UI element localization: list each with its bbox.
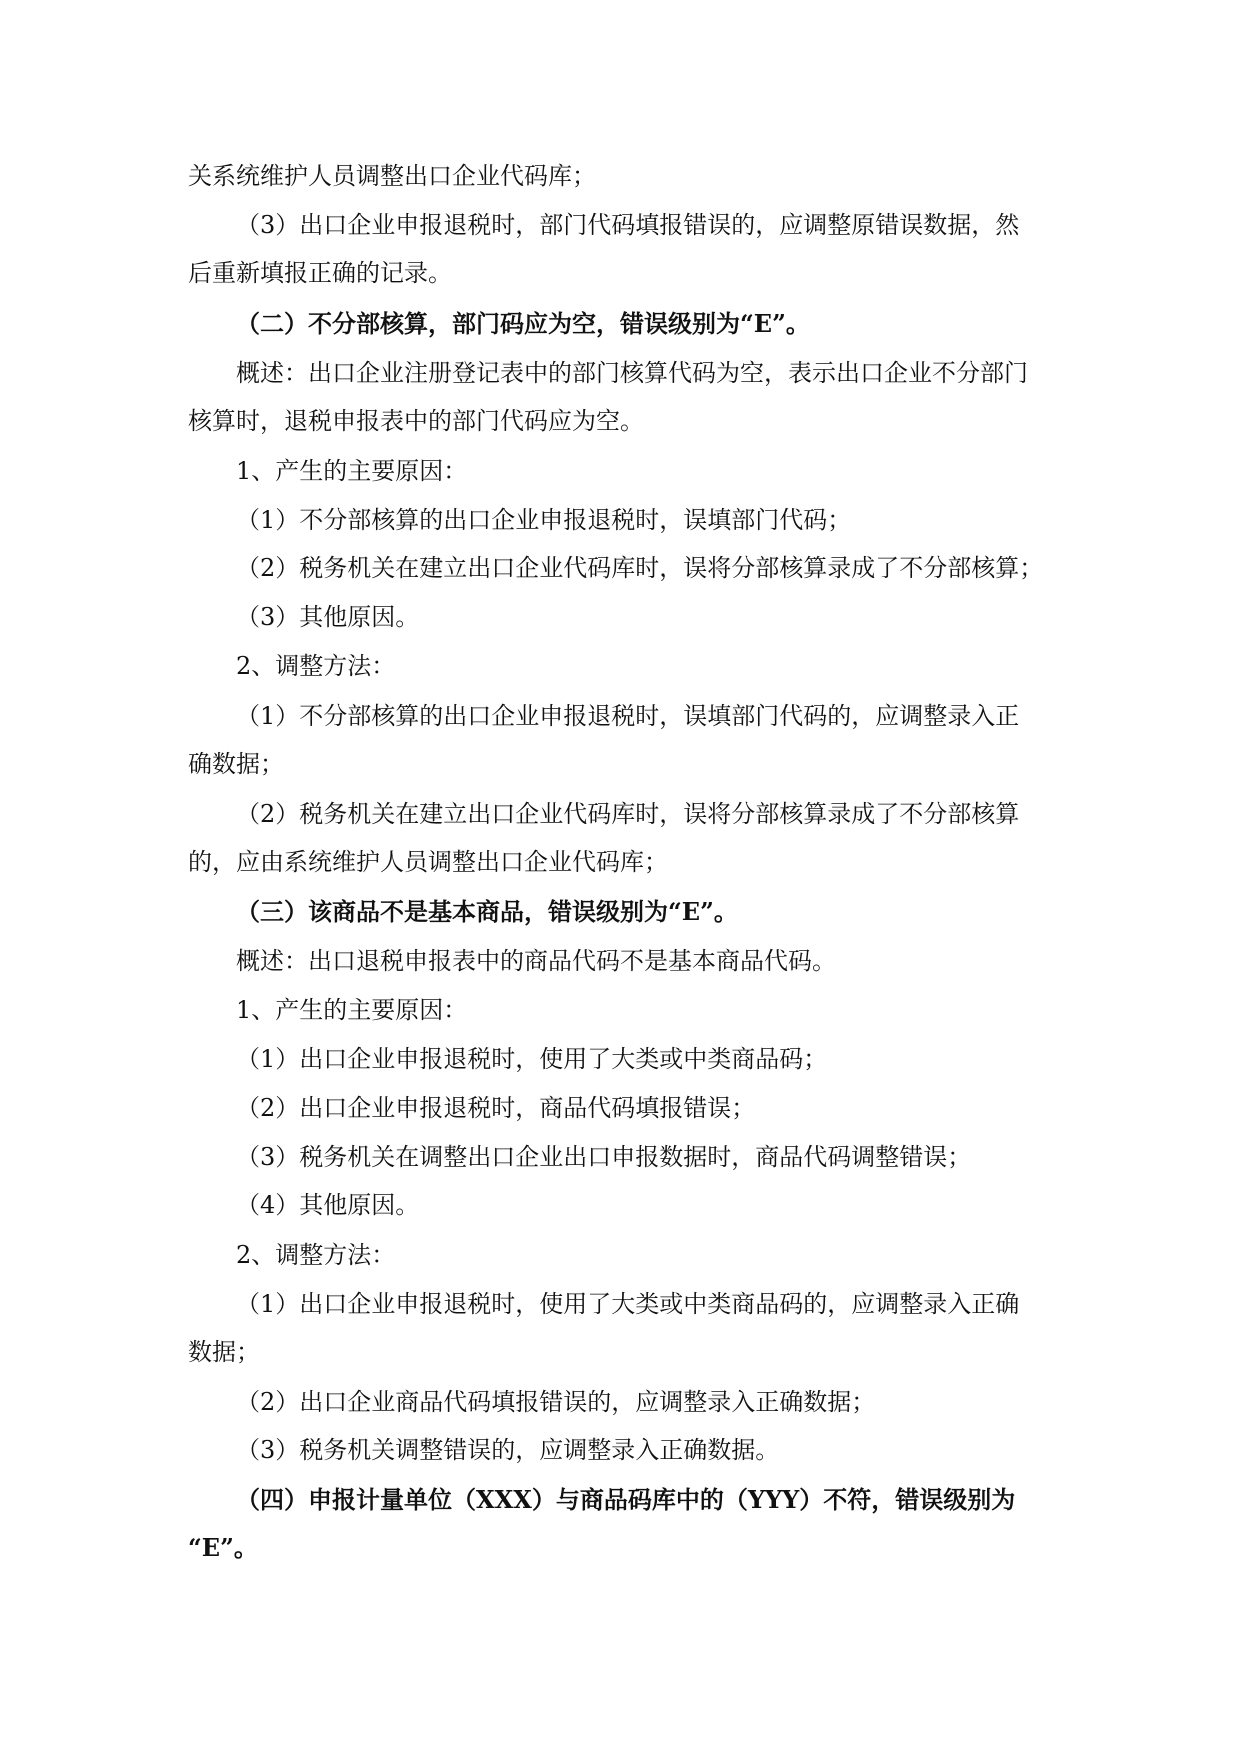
text-line: 1、产生的主要原因： xyxy=(236,996,468,1024)
text-line: （3）出口企业申报退税时，部门代码填报错误的，应调整原错误数据，然 xyxy=(236,211,1020,239)
text-line: （2）出口企业申报退税时，商品代码填报错误； xyxy=(236,1094,756,1122)
section-heading: （二）不分部核算，部门码应为空，错误级别为“E”。 xyxy=(236,309,810,338)
text-line: （1）出口企业申报退税时，使用了大类或中类商品码； xyxy=(236,1045,828,1073)
text-line: 核算时，退税申报表中的部门代码应为空。 xyxy=(188,407,644,435)
section-heading-continuation: “E”。 xyxy=(188,1533,258,1562)
text-line: （1）出口企业申报退税时，使用了大类或中类商品码的，应调整录入正确 xyxy=(236,1290,1020,1318)
text-line: （1）不分部核算的出口企业申报退税时，误填部门代码的，应调整录入正 xyxy=(236,702,1020,730)
text-line: 关系统维护人员调整出口企业代码库； xyxy=(188,162,596,190)
text-line: 1、产生的主要原因： xyxy=(236,457,468,485)
text-line: 概述：出口企业注册登记表中的部门核算代码为空，表示出口企业不分部门 xyxy=(236,359,1028,387)
text-line: （1）不分部核算的出口企业申报退税时，误填部门代码； xyxy=(236,506,852,534)
section-heading: （三）该商品不是基本商品，错误级别为“E”。 xyxy=(236,897,738,926)
text-line: （3）其他原因。 xyxy=(236,603,420,631)
text-line: （3）税务机关在调整出口企业出口申报数据时，商品代码调整错误； xyxy=(236,1143,972,1171)
text-line: 2、调整方法： xyxy=(236,1241,396,1269)
text-line: 数据； xyxy=(188,1338,260,1366)
text-line: （2）出口企业商品代码填报错误的，应调整录入正确数据； xyxy=(236,1388,876,1416)
text-line: （4）其他原因。 xyxy=(236,1191,420,1219)
section-heading: （四）申报计量单位（XXX）与商品码库中的（YYY）不符，错误级别为 xyxy=(236,1485,1016,1514)
text-line: （2）税务机关在建立出口企业代码库时，误将分部核算录成了不分部核算； xyxy=(236,554,1044,582)
text-line: 的，应由系统维护人员调整出口企业代码库； xyxy=(188,848,668,876)
text-line: 确数据； xyxy=(188,750,284,778)
text-line: 概述：出口退税申报表中的商品代码不是基本商品代码。 xyxy=(236,947,836,975)
text-line: 2、调整方法： xyxy=(236,652,396,680)
text-line: （3）税务机关调整错误的，应调整录入正确数据。 xyxy=(236,1436,780,1464)
text-line: （2）税务机关在建立出口企业代码库时，误将分部核算录成了不分部核算 xyxy=(236,800,1020,828)
text-line: 后重新填报正确的记录。 xyxy=(188,259,452,287)
